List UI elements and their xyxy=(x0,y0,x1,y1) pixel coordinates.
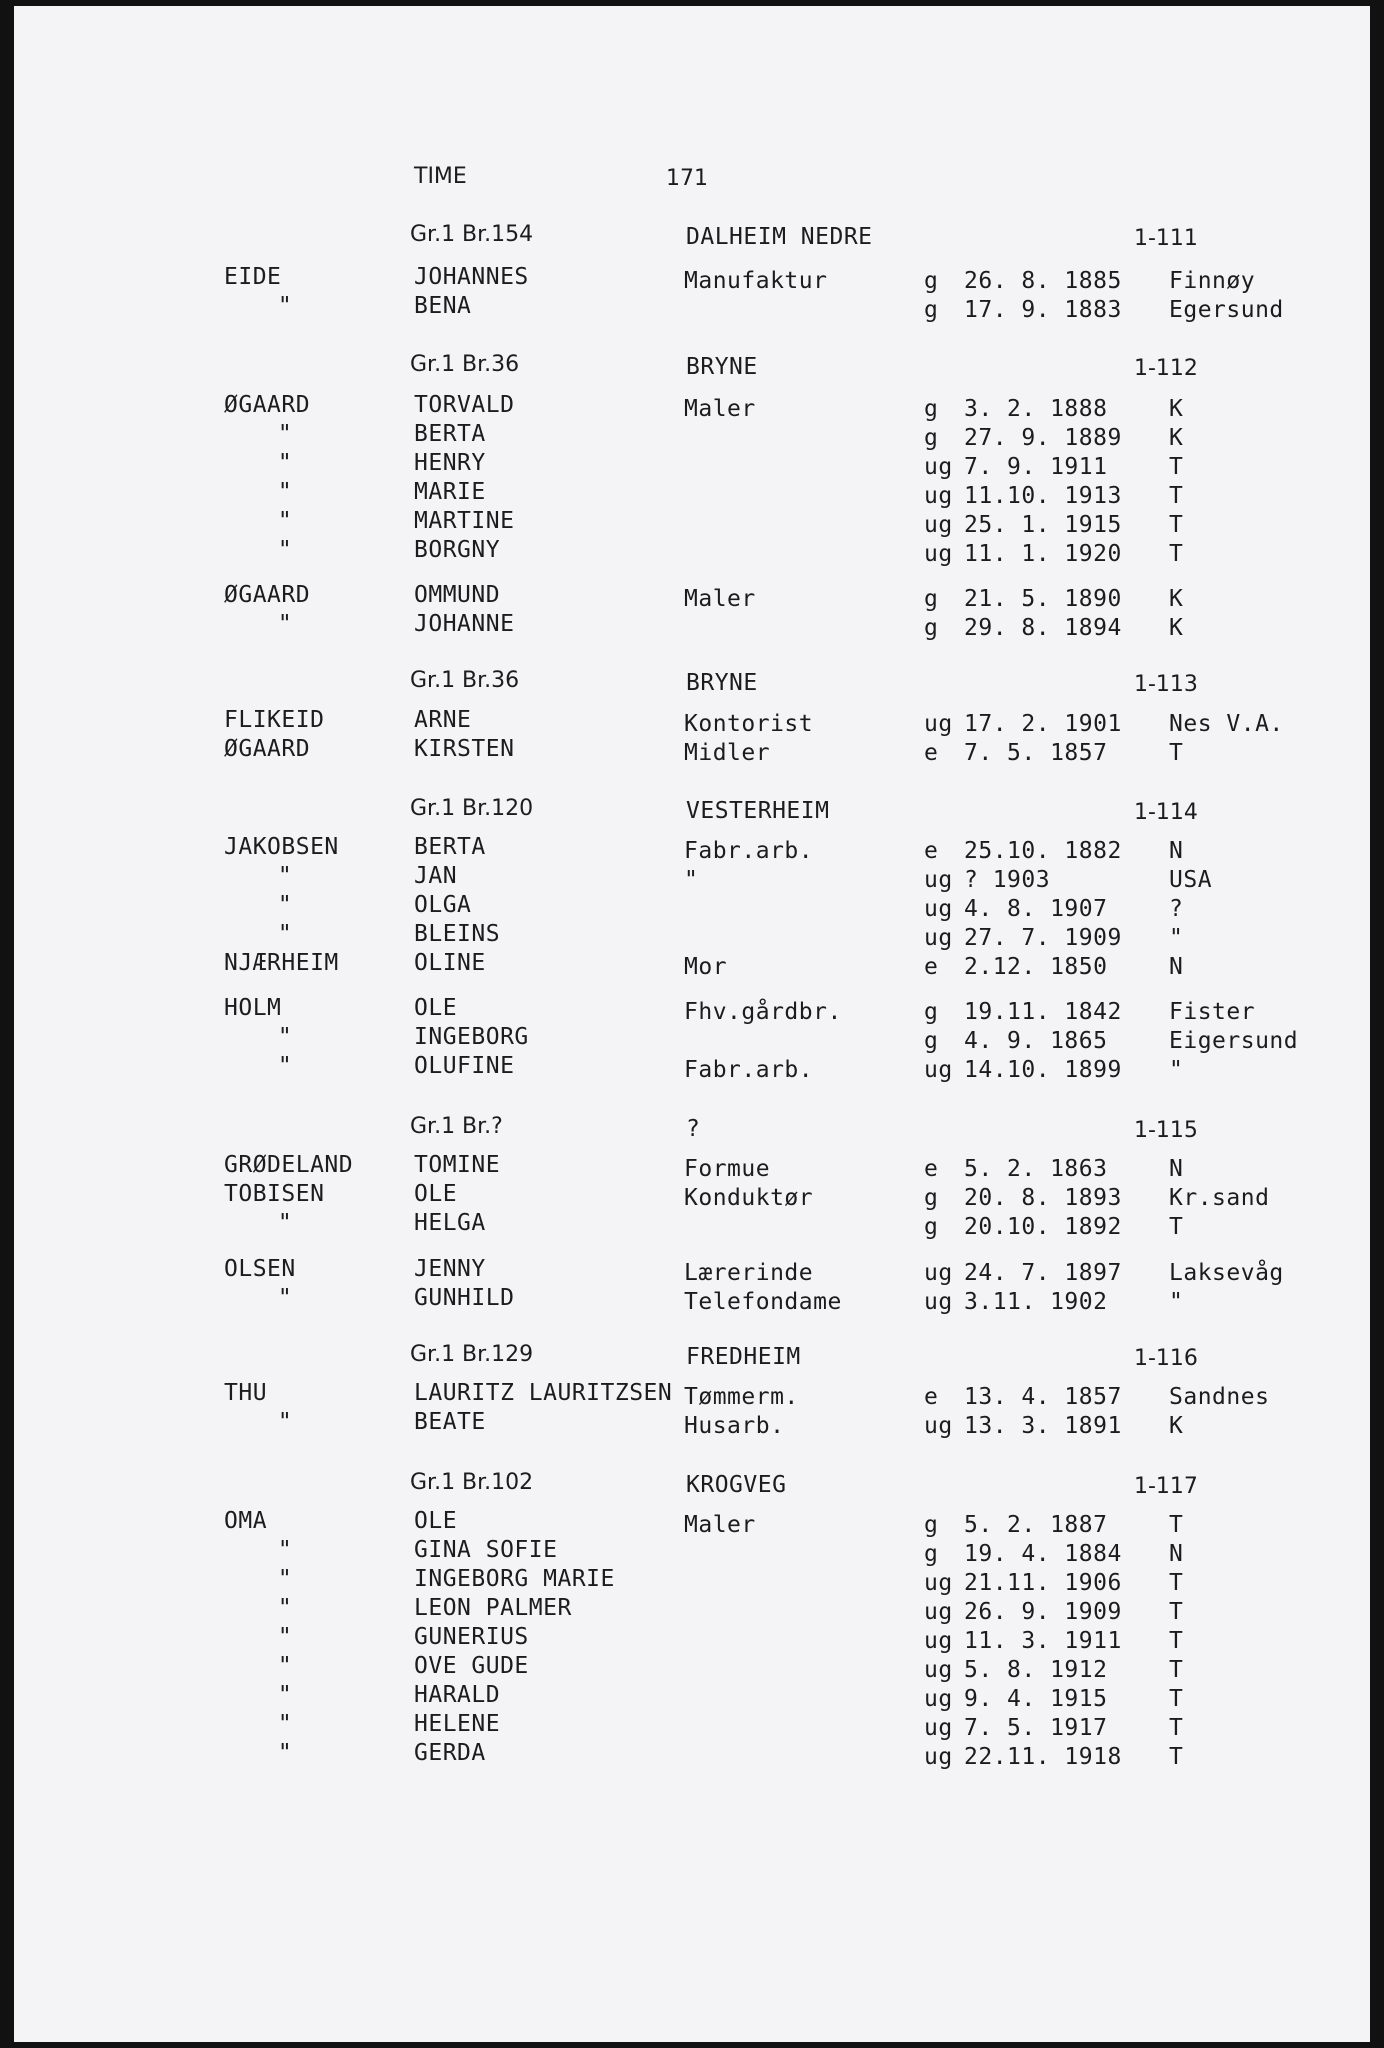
occupation-cell: Kontorist xyxy=(684,711,814,737)
surname-cell: GRØDELAND xyxy=(224,1152,354,1178)
date-cell: 26. 8. 1885 xyxy=(964,268,1122,294)
given-name-cell: HENRY xyxy=(414,450,486,476)
given-name-cell: INGEBORG MARIE xyxy=(414,1566,615,1592)
date-cell: 21.11. 1906 xyxy=(964,1570,1122,1596)
surname-cell: HOLM xyxy=(224,995,282,1021)
occupation-cell: Telefondame xyxy=(684,1289,842,1315)
given-name-cell: BENA xyxy=(414,293,472,319)
surname-cell: " xyxy=(277,1740,293,1766)
status-cell: ug xyxy=(924,1413,953,1439)
surname-cell: " xyxy=(277,1537,293,1563)
date-cell: 5. 2. 1887 xyxy=(964,1512,1108,1538)
surname-cell: FLIKEID xyxy=(224,707,325,733)
given-name-cell: OLE xyxy=(414,995,458,1021)
status-cell: ug xyxy=(924,483,953,509)
surname-cell: ØGAARD xyxy=(224,582,311,608)
surname-cell: ØGAARD xyxy=(224,392,311,418)
status-cell: e xyxy=(924,838,939,864)
date-cell: 2.12. 1850 xyxy=(964,954,1108,980)
date-cell: 19. 4. 1884 xyxy=(964,1541,1122,1567)
date-cell: 25.10. 1882 xyxy=(964,838,1122,864)
birthplace-cell: T xyxy=(1169,541,1184,567)
birthplace-cell: N xyxy=(1169,1541,1184,1567)
date-cell: 27. 7. 1909 xyxy=(964,925,1122,951)
surname-cell: " xyxy=(277,1210,293,1236)
status-cell: ug xyxy=(924,896,953,922)
surname-cell: OLSEN xyxy=(224,1256,296,1282)
surname-cell: " xyxy=(277,1566,293,1592)
surname-cell: " xyxy=(277,479,293,505)
status-cell: g xyxy=(924,425,939,451)
occupation-cell: Konduktør xyxy=(684,1185,814,1211)
given-name-cell: GUNHILD xyxy=(414,1285,515,1311)
given-name-cell: JOHANNE xyxy=(414,611,515,637)
date-cell: 17. 2. 1901 xyxy=(964,711,1122,737)
section-place: KROGVEG xyxy=(686,1472,787,1498)
section-group: Gr.1 Br.154 xyxy=(410,222,534,247)
status-cell: ug xyxy=(924,512,953,538)
status-cell: g xyxy=(924,396,939,422)
section-code: 1-113 xyxy=(1134,672,1198,697)
section-code: 1-112 xyxy=(1134,356,1198,381)
status-cell: g xyxy=(924,1512,939,1538)
section-place: FREDHEIM xyxy=(686,1344,801,1370)
date-cell: 5. 8. 1912 xyxy=(964,1657,1108,1683)
date-cell: 11.10. 1913 xyxy=(964,483,1122,509)
surname-cell: " xyxy=(277,1285,293,1311)
status-cell: e xyxy=(924,1384,939,1410)
date-cell: 3. 2. 1888 xyxy=(964,396,1108,422)
given-name-cell: GERDA xyxy=(414,1740,486,1766)
section-group: Gr.1 Br.36 xyxy=(410,352,520,377)
given-name-cell: HELENE xyxy=(414,1711,501,1737)
given-name-cell: TOMINE xyxy=(414,1152,501,1178)
status-cell: ug xyxy=(924,1057,953,1083)
surname-cell: " xyxy=(277,611,293,637)
surname-cell: OMA xyxy=(224,1508,268,1534)
occupation-cell: Mor xyxy=(684,954,728,980)
status-cell: g xyxy=(924,999,939,1025)
occupation-cell: Lærerinde xyxy=(684,1260,814,1286)
occupation-cell: Fhv.gårdbr. xyxy=(684,999,842,1025)
surname-cell: " xyxy=(277,1711,293,1737)
surname-cell: THU xyxy=(224,1380,268,1406)
birthplace-cell: T xyxy=(1169,740,1184,766)
date-cell: 21. 5. 1890 xyxy=(964,586,1122,612)
occupation-cell: " xyxy=(684,867,699,893)
birthplace-cell: T xyxy=(1169,1657,1184,1683)
status-cell: g xyxy=(924,586,939,612)
given-name-cell: OLE xyxy=(414,1508,458,1534)
status-cell: g xyxy=(924,1185,939,1211)
birthplace-cell: N xyxy=(1169,838,1184,864)
date-cell: 14.10. 1899 xyxy=(964,1057,1122,1083)
birthplace-cell: " xyxy=(1169,1289,1184,1315)
birthplace-cell: Finnøy xyxy=(1169,268,1256,294)
surname-cell: " xyxy=(277,863,293,889)
birthplace-cell: T xyxy=(1169,1628,1184,1654)
birthplace-cell: N xyxy=(1169,1156,1184,1182)
surname-cell: NJÆRHEIM xyxy=(224,950,339,976)
given-name-cell: BERTA xyxy=(414,421,486,447)
date-cell: 7. 5. 1857 xyxy=(964,740,1108,766)
surname-cell: ØGAARD xyxy=(224,736,311,762)
occupation-cell: Formue xyxy=(684,1156,771,1182)
given-name-cell: MARIE xyxy=(414,479,486,505)
birthplace-cell: T xyxy=(1169,1512,1184,1538)
status-cell: ug xyxy=(924,454,953,480)
given-name-cell: MARTINE xyxy=(414,508,515,534)
given-name-cell: OLINE xyxy=(414,950,486,976)
occupation-cell: Manufaktur xyxy=(684,268,828,294)
status-cell: ug xyxy=(924,867,953,893)
birthplace-cell: T xyxy=(1169,1214,1184,1240)
status-cell: g xyxy=(924,297,939,323)
surname-cell: TOBISEN xyxy=(224,1181,325,1207)
birthplace-cell: T xyxy=(1169,1599,1184,1625)
birthplace-cell: N xyxy=(1169,954,1184,980)
surname-cell: " xyxy=(277,508,293,534)
date-cell: 26. 9. 1909 xyxy=(964,1599,1122,1625)
given-name-cell: BORGNY xyxy=(414,537,501,563)
date-cell: 20.10. 1892 xyxy=(964,1214,1122,1240)
given-name-cell: OVE GUDE xyxy=(414,1653,529,1679)
section-group: Gr.1 Br.120 xyxy=(410,796,534,821)
surname-cell: " xyxy=(277,1624,293,1650)
occupation-cell: Maler xyxy=(684,586,756,612)
occupation-cell: Maler xyxy=(684,1512,756,1538)
section-code: 1-114 xyxy=(1134,800,1198,825)
given-name-cell: BERTA xyxy=(414,834,486,860)
birthplace-cell: Nes V.A. xyxy=(1169,711,1284,737)
surname-cell: " xyxy=(277,537,293,563)
surname-cell: " xyxy=(277,1595,293,1621)
surname-cell: " xyxy=(277,1653,293,1679)
surname-cell: " xyxy=(277,1682,293,1708)
date-cell: 3.11. 1902 xyxy=(964,1289,1108,1315)
birthplace-cell: K xyxy=(1169,1413,1184,1439)
birthplace-cell: K xyxy=(1169,586,1184,612)
date-cell: 20. 8. 1893 xyxy=(964,1185,1122,1211)
status-cell: g xyxy=(924,1541,939,1567)
date-cell: 7. 9. 1911 xyxy=(964,454,1108,480)
date-cell: 25. 1. 1915 xyxy=(964,512,1122,538)
section-code: 1-117 xyxy=(1134,1474,1198,1499)
surname-cell: " xyxy=(277,1409,293,1435)
given-name-cell: HELGA xyxy=(414,1210,486,1236)
date-cell: ? 1903 xyxy=(964,867,1051,893)
given-name-cell: TORVALD xyxy=(414,392,515,418)
given-name-cell: INGEBORG xyxy=(414,1024,529,1050)
status-cell: ug xyxy=(924,1686,953,1712)
given-name-cell: BEATE xyxy=(414,1409,486,1435)
birthplace-cell: T xyxy=(1169,1686,1184,1712)
date-cell: 9. 4. 1915 xyxy=(964,1686,1108,1712)
status-cell: ug xyxy=(924,1628,953,1654)
date-cell: 7. 5. 1917 xyxy=(964,1715,1108,1741)
surname-cell: " xyxy=(277,293,293,319)
given-name-cell: KIRSTEN xyxy=(414,736,515,762)
birthplace-cell: K xyxy=(1169,615,1184,641)
surname-cell: EIDE xyxy=(224,264,282,290)
given-name-cell: LAURITZ LAURITZSEN xyxy=(414,1380,673,1406)
status-cell: e xyxy=(924,740,939,766)
date-cell: 22.11. 1918 xyxy=(964,1744,1122,1770)
given-name-cell: GUNERIUS xyxy=(414,1624,529,1650)
birthplace-cell: Laksevåg xyxy=(1169,1260,1284,1286)
birthplace-cell: Kr.sand xyxy=(1169,1185,1270,1211)
surname-cell: " xyxy=(277,892,293,918)
section-place: VESTERHEIM xyxy=(686,798,830,824)
occupation-cell: Midler xyxy=(684,740,771,766)
occupation-cell: Tømmerm. xyxy=(684,1384,799,1410)
birthplace-cell: " xyxy=(1169,925,1184,951)
section-place: ? xyxy=(686,1116,701,1142)
section-code: 1-111 xyxy=(1134,226,1198,251)
date-cell: 24. 7. 1897 xyxy=(964,1260,1122,1286)
birthplace-cell: T xyxy=(1169,454,1184,480)
given-name-cell: OLGA xyxy=(414,892,472,918)
birthplace-cell: Egersund xyxy=(1169,297,1284,323)
surname-cell: " xyxy=(277,921,293,947)
occupation-cell: Maler xyxy=(684,396,756,422)
surname-cell: JAKOBSEN xyxy=(224,834,339,860)
section-group: Gr.1 Br.36 xyxy=(410,668,520,693)
given-name-cell: BLEINS xyxy=(414,921,501,947)
status-cell: g xyxy=(924,1214,939,1240)
status-cell: ug xyxy=(924,541,953,567)
date-cell: 13. 4. 1857 xyxy=(964,1384,1122,1410)
date-cell: 4. 9. 1865 xyxy=(964,1028,1108,1054)
section-place: BRYNE xyxy=(686,670,758,696)
status-cell: ug xyxy=(924,711,953,737)
date-cell: 11. 1. 1920 xyxy=(964,541,1122,567)
given-name-cell: HARALD xyxy=(414,1682,501,1708)
date-cell: 5. 2. 1863 xyxy=(964,1156,1108,1182)
given-name-cell: JOHANNES xyxy=(414,264,529,290)
status-cell: g xyxy=(924,615,939,641)
status-cell: ug xyxy=(924,1570,953,1596)
birthplace-cell: K xyxy=(1169,396,1184,422)
document-page xyxy=(14,6,1370,2042)
given-name-cell: OMMUND xyxy=(414,582,501,608)
occupation-cell: Husarb. xyxy=(684,1413,785,1439)
page-number: 171 xyxy=(666,166,708,191)
section-group: Gr.1 Br.? xyxy=(410,1114,503,1139)
status-cell: e xyxy=(924,954,939,980)
date-cell: 27. 9. 1889 xyxy=(964,425,1122,451)
section-group: Gr.1 Br.129 xyxy=(410,1342,534,1367)
given-name-cell: OLE xyxy=(414,1181,458,1207)
section-code: 1-116 xyxy=(1134,1346,1198,1371)
birthplace-cell: USA xyxy=(1169,867,1213,893)
date-cell: 13. 3. 1891 xyxy=(964,1413,1122,1439)
status-cell: ug xyxy=(924,1599,953,1625)
occupation-cell: Fabr.arb. xyxy=(684,1057,814,1083)
section-place: BRYNE xyxy=(686,354,758,380)
birthplace-cell: T xyxy=(1169,483,1184,509)
date-cell: 19.11. 1842 xyxy=(964,999,1122,1025)
given-name-cell: ARNE xyxy=(414,707,472,733)
birthplace-cell: T xyxy=(1169,1715,1184,1741)
given-name-cell: LEON PALMER xyxy=(414,1595,572,1621)
status-cell: e xyxy=(924,1156,939,1182)
occupation-cell: Fabr.arb. xyxy=(684,838,814,864)
birthplace-cell: T xyxy=(1169,512,1184,538)
date-cell: 4. 8. 1907 xyxy=(964,896,1108,922)
surname-cell: " xyxy=(277,450,293,476)
section-code: 1-115 xyxy=(1134,1118,1198,1143)
birthplace-cell: " xyxy=(1169,1057,1184,1083)
birthplace-cell: T xyxy=(1169,1744,1184,1770)
status-cell: ug xyxy=(924,1715,953,1741)
given-name-cell: OLUFINE xyxy=(414,1053,515,1079)
birthplace-cell: Fister xyxy=(1169,999,1256,1025)
birthplace-cell: ? xyxy=(1169,896,1184,922)
given-name-cell: JAN xyxy=(414,863,458,889)
status-cell: ug xyxy=(924,1744,953,1770)
given-name-cell: GINA SOFIE xyxy=(414,1537,558,1563)
birthplace-cell: T xyxy=(1169,1570,1184,1596)
date-cell: 29. 8. 1894 xyxy=(964,615,1122,641)
surname-cell: " xyxy=(277,421,293,447)
status-cell: ug xyxy=(924,1657,953,1683)
date-cell: 17. 9. 1883 xyxy=(964,297,1122,323)
status-cell: ug xyxy=(924,1289,953,1315)
status-cell: ug xyxy=(924,1260,953,1286)
section-group: Gr.1 Br.102 xyxy=(410,1470,534,1495)
surname-cell: " xyxy=(277,1024,293,1050)
status-cell: ug xyxy=(924,925,953,951)
birthplace-cell: Sandnes xyxy=(1169,1384,1270,1410)
date-cell: 11. 3. 1911 xyxy=(964,1628,1122,1654)
birthplace-cell: Eigersund xyxy=(1169,1028,1299,1054)
page-title: TIME xyxy=(414,164,467,189)
given-name-cell: JENNY xyxy=(414,1256,486,1282)
status-cell: g xyxy=(924,1028,939,1054)
section-place: DALHEIM NEDRE xyxy=(686,224,873,250)
surname-cell: " xyxy=(277,1053,293,1079)
birthplace-cell: K xyxy=(1169,425,1184,451)
status-cell: g xyxy=(924,268,939,294)
